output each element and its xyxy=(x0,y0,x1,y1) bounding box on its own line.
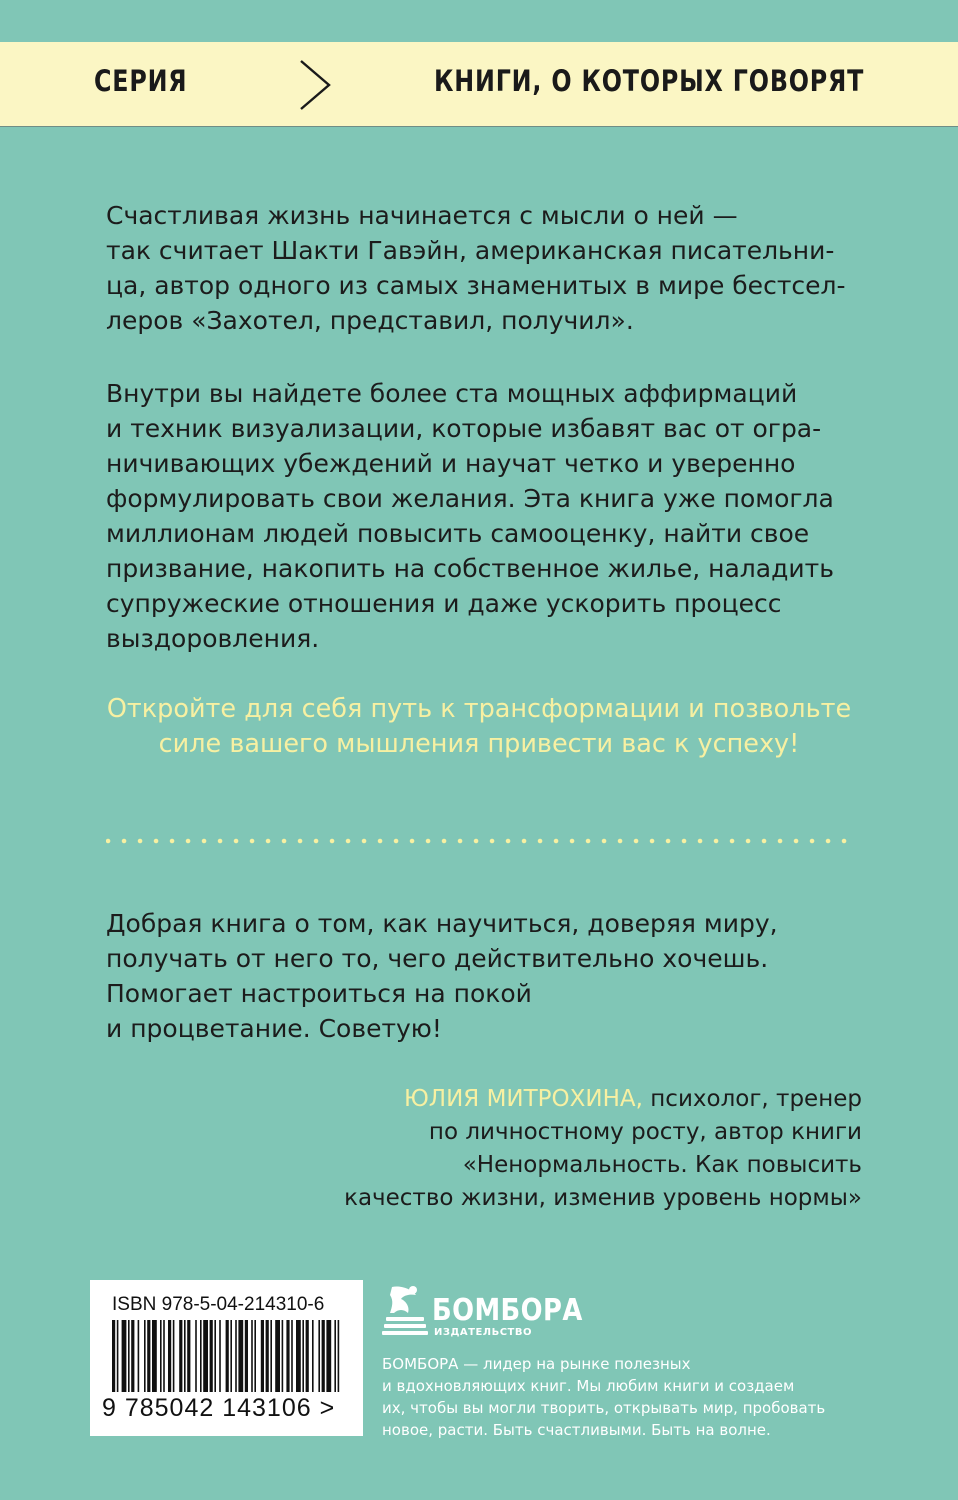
barcode-bar xyxy=(112,1320,115,1392)
barcode-bar xyxy=(160,1320,162,1392)
dotted-divider xyxy=(106,836,856,846)
text-line: и процветание. Советую! xyxy=(106,1014,442,1043)
text-line: ничивающих убеждений и научат четко и уверенно xyxy=(106,449,796,478)
barcode-bar xyxy=(122,1320,127,1392)
series-label: СЕРИЯ xyxy=(94,64,188,98)
text-line: силе вашего мышления привести вас к успеху! xyxy=(158,729,800,759)
barcode-bar xyxy=(322,1320,325,1392)
barcode-bar xyxy=(163,1320,165,1392)
barcode-bar xyxy=(296,1320,301,1392)
barcode-bar xyxy=(275,1320,280,1392)
barcode-digits: 9 785042 143106 > xyxy=(102,1394,336,1422)
text-line: получать от него то, чего действительно хочешь. xyxy=(106,944,769,973)
barcode-bar xyxy=(203,1320,208,1392)
barcode-bar xyxy=(187,1320,190,1392)
barcode-bar xyxy=(195,1320,197,1392)
publisher-description xyxy=(382,1353,825,1441)
barcode-bar xyxy=(117,1320,119,1392)
barcode-bar xyxy=(131,1320,134,1392)
text-line: их, чтобы вы могли творить, открывать мир, пробовать xyxy=(382,1399,826,1417)
text-line: и вдохновляющих книг. Мы любим книги и создаем xyxy=(382,1377,795,1395)
barcode-bar xyxy=(238,1320,243,1392)
reviewer-name: ЮЛИЯ МИТРОХИНА, xyxy=(403,1086,643,1112)
barcode-bars xyxy=(112,1320,344,1400)
barcode-bar xyxy=(245,1320,248,1392)
text-line: и техник визуализации, которые избавят вас от огра- xyxy=(106,414,822,443)
barcode-bar xyxy=(128,1320,130,1392)
barcode-bar xyxy=(184,1320,186,1392)
barcode-bar xyxy=(318,1320,320,1392)
publisher-name: БОМБОРА xyxy=(432,1293,583,1328)
barcode-bar xyxy=(306,1320,309,1392)
publisher-subtitle: ИЗДАТЕЛЬСТВО xyxy=(434,1327,532,1338)
text-line: так считает Шакти Гавэйн, американская писательни- xyxy=(106,236,835,265)
attribution-first-line xyxy=(344,1083,862,1116)
highlight-callout xyxy=(0,692,958,762)
description-paragraph xyxy=(106,376,866,656)
barcode-bar xyxy=(173,1320,175,1392)
barcode-bar xyxy=(230,1320,232,1392)
text-line: Счастливая жизнь начинается с мысли о ней — xyxy=(106,201,738,230)
barcode-bar xyxy=(261,1320,264,1392)
text-line: ца, автор одного из самых знаменитых в мире бестсел- xyxy=(106,271,846,300)
barcode-bar xyxy=(147,1320,150,1392)
series-banner xyxy=(0,42,958,127)
text-line: формулировать свои желания. Эта книга уже помогла xyxy=(106,484,834,513)
barcode-bar xyxy=(266,1320,269,1392)
review-quote xyxy=(106,906,866,1046)
barcode-bar xyxy=(138,1320,140,1392)
text-line: Добрая книга о том, как научиться, доверяя миру, xyxy=(106,909,778,938)
series-name: КНИГИ, О КОТОРЫХ ГОВОРЯТ xyxy=(434,64,865,98)
barcode-bar xyxy=(200,1320,202,1392)
barcode-bar xyxy=(286,1320,289,1392)
barcode-bar xyxy=(235,1320,237,1392)
text-line: новое, расти. Быть счастливыми. Быть на волне. xyxy=(382,1421,771,1439)
barcode-bar xyxy=(214,1320,216,1392)
text-line: Внутри вы найдете более ста мощных аффирмаций xyxy=(106,379,798,408)
barcode-bar xyxy=(144,1320,146,1392)
text-line: леров «Захотел, представил, получил». xyxy=(106,306,634,335)
chevron-right-icon xyxy=(298,58,332,112)
barcode-bar xyxy=(254,1320,256,1392)
review-attribution xyxy=(344,1083,862,1215)
barcode-bar xyxy=(302,1320,304,1392)
text-line: Откройте для себя путь к трансформации и позвольте xyxy=(106,694,852,724)
barcode-bar xyxy=(326,1320,331,1392)
barcode-bar xyxy=(226,1320,229,1392)
barcode-bar xyxy=(312,1320,314,1392)
text-line: качество жизни, изменив уровень нормы» xyxy=(344,1185,862,1211)
barcode-bar xyxy=(291,1320,293,1392)
text-line: супружеские отношения и даже ускорить процесс xyxy=(106,589,782,618)
barcode-bar xyxy=(282,1320,284,1392)
barcode-bar xyxy=(168,1320,171,1392)
barcode-bar xyxy=(251,1320,253,1392)
isbn-label: ISBN 978-5-04-214310-6 xyxy=(112,1294,325,1315)
text-line: выздоровления. xyxy=(106,624,320,653)
barcode-bar xyxy=(338,1320,340,1392)
text-line: по личностному росту, автор книги xyxy=(428,1119,862,1145)
reviewer-role: психолог, тренер xyxy=(642,1086,862,1112)
intro-paragraph xyxy=(106,198,866,338)
barcode-bar xyxy=(334,1320,336,1392)
barcode-panel xyxy=(90,1280,363,1436)
barcode-bar xyxy=(210,1320,213,1392)
barcode-bar xyxy=(179,1320,182,1392)
barcode-bar xyxy=(152,1320,157,1392)
text-line: «Ненормальность. Как повысить xyxy=(462,1152,862,1178)
bombora-logo-icon xyxy=(382,1283,428,1339)
text-line: Помогает настроиться на покой xyxy=(106,979,532,1008)
text-line: призвание, накопить на собственное жилье, наладить xyxy=(106,554,834,583)
barcode-bar xyxy=(219,1320,221,1392)
barcode-bar xyxy=(270,1320,272,1392)
text-line: БОМБОРА — лидер на рынке полезных xyxy=(382,1355,691,1373)
text-line: миллионам людей повысить самооценку, найти свое xyxy=(106,519,810,548)
